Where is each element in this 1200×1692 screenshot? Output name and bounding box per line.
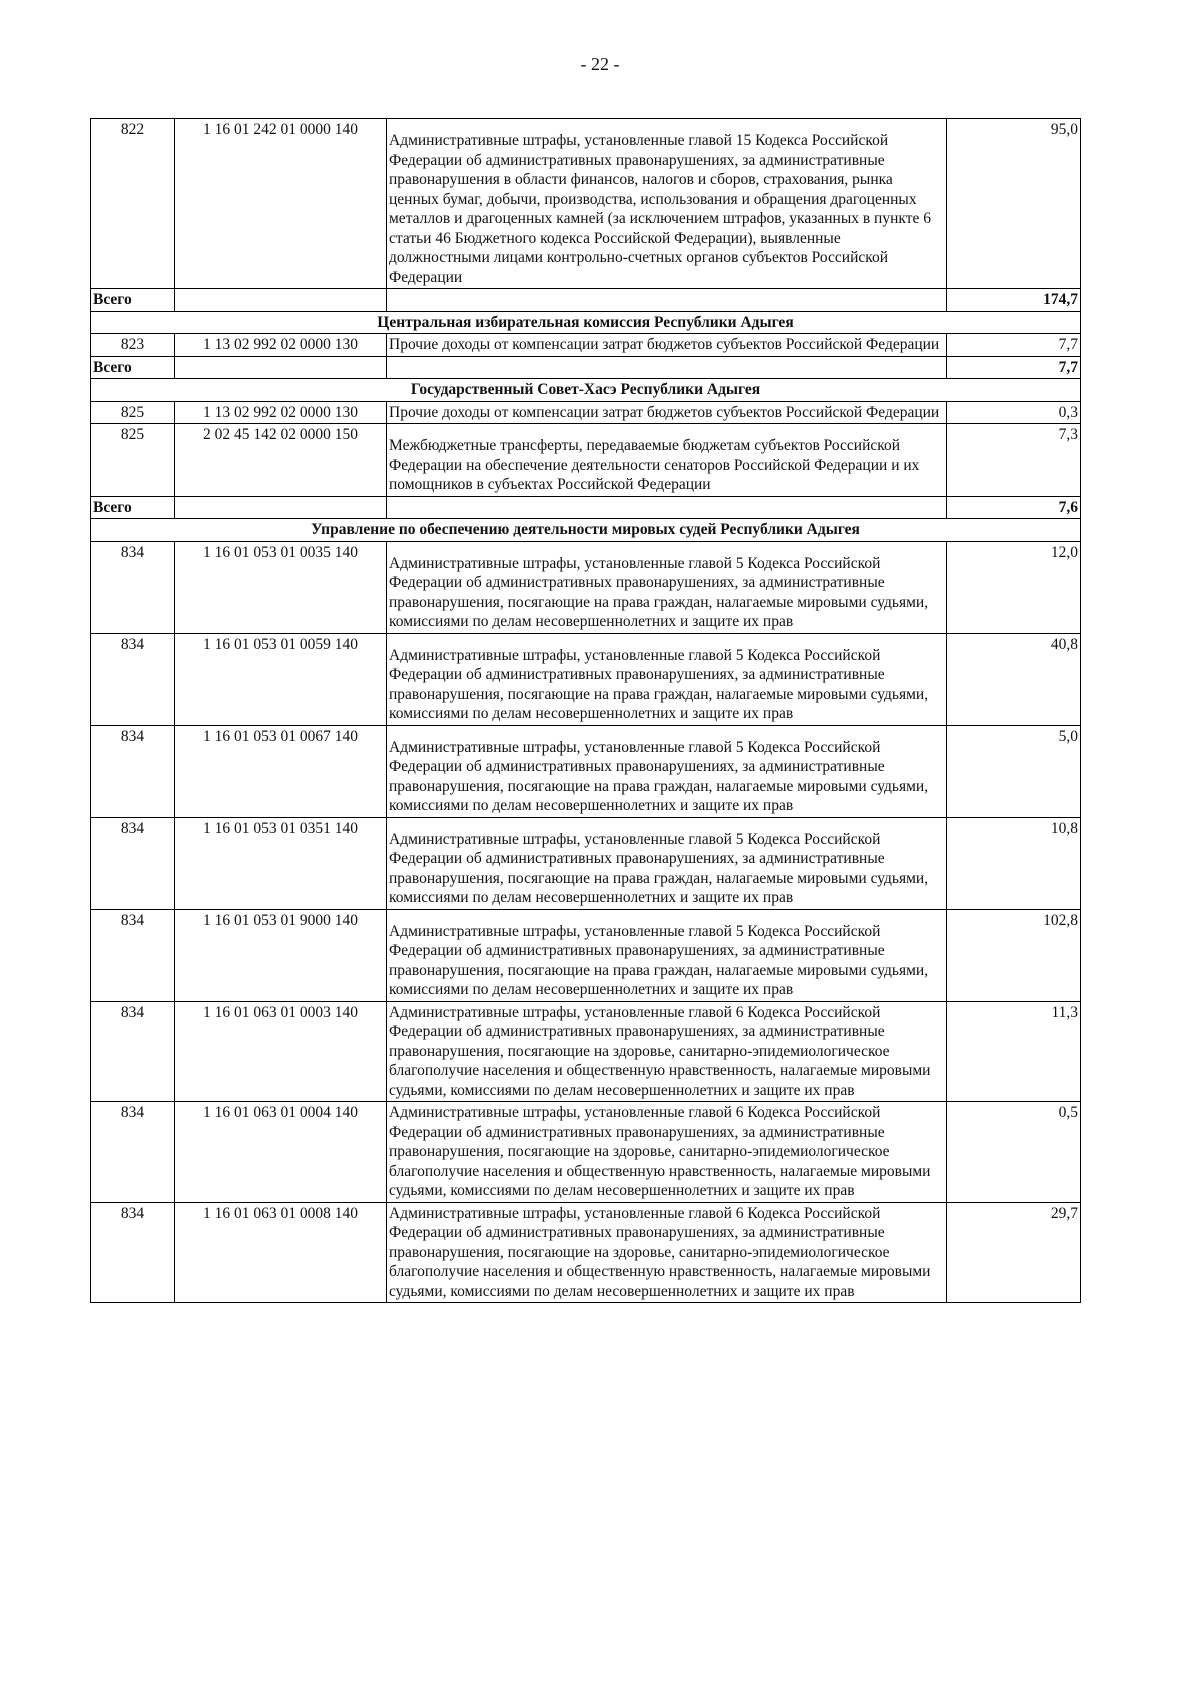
admin-code-cell: 834 xyxy=(91,725,175,817)
page-number: - 22 - xyxy=(580,54,620,74)
table-row xyxy=(91,817,1081,909)
table-row xyxy=(91,1102,1081,1203)
table-row xyxy=(91,725,1081,817)
table-row xyxy=(91,633,1081,725)
amount-cell: 95,0 xyxy=(947,119,1081,289)
table-row xyxy=(91,334,1081,357)
section-title: Управление по обеспечению деятельности мировых судей Республики Адыгея xyxy=(91,519,1081,542)
admin-code-cell: 834 xyxy=(91,541,175,633)
revenue-table-body xyxy=(91,119,1081,1303)
revenue-code-cell: 1 16 01 063 01 0003 140 xyxy=(175,1001,387,1102)
revenue-code-cell: 1 16 01 053 01 0035 140 xyxy=(175,541,387,633)
total-empty-cell xyxy=(175,289,387,312)
revenue-code-cell: 1 13 02 992 02 0000 130 xyxy=(175,401,387,424)
table-row xyxy=(91,1202,1081,1303)
total-empty-cell xyxy=(175,356,387,379)
total-empty-cell xyxy=(387,496,947,519)
revenue-code-cell: 1 16 01 053 01 0351 140 xyxy=(175,817,387,909)
table-row xyxy=(91,119,1081,289)
table-row xyxy=(91,1001,1081,1102)
total-amount: 174,7 xyxy=(947,289,1081,312)
amount-cell: 12,0 xyxy=(947,541,1081,633)
description-cell: Административные штрафы, установленные главой 5 Кодекса Российской Федерации об административных правонарушениях, за административные правонарушения, посягающие на права граждан, налагаемые мировыми судьями, комиссиями по делам несовершеннолетних и защите их прав xyxy=(387,541,947,633)
revenue-code-cell: 1 16 01 063 01 0004 140 xyxy=(175,1102,387,1203)
revenue-code-cell: 1 13 02 992 02 0000 130 xyxy=(175,334,387,357)
total-empty-cell xyxy=(387,356,947,379)
description-cell: Административные штрафы, установленные главой 15 Кодекса Российской Федерации об административных правонарушениях, за административные правонарушения в области финансов, налогов и сборов, страхования, рынка ценных бумаг, добычи, производства, использования и обращения драгоценных металлов и драгоценных камней (за исключением штрафов, указанных в пункте 6 статьи 46 Бюджетного кодекса Российской Федерации), выявленные должностными лицами контрольно-счетных органов субъектов Российской Федерации xyxy=(387,119,947,289)
total-amount: 7,7 xyxy=(947,356,1081,379)
description-cell: Административные штрафы, установленные главой 6 Кодекса Российской Федерации об административных правонарушениях, за административные правонарушения, посягающие на здоровье, санитарно-эпидемиологическое благополучие населения и общественную нравственность, налагаемые мировыми судьями, комиссиями по делам несовершеннолетних и защите их прав xyxy=(387,1102,947,1203)
admin-code-cell: 834 xyxy=(91,633,175,725)
admin-code-cell: 825 xyxy=(91,424,175,497)
table-row xyxy=(91,909,1081,1001)
revenue-code-cell: 2 02 45 142 02 0000 150 xyxy=(175,424,387,497)
amount-cell: 7,3 xyxy=(947,424,1081,497)
amount-cell: 40,8 xyxy=(947,633,1081,725)
total-label: Всего xyxy=(91,356,175,379)
table-row xyxy=(91,401,1081,424)
section-header-row xyxy=(91,519,1081,542)
admin-code-cell: 834 xyxy=(91,1102,175,1203)
section-title: Центральная избирательная комиссия Республики Адыгея xyxy=(91,311,1081,334)
total-row xyxy=(91,356,1081,379)
admin-code-cell: 834 xyxy=(91,1202,175,1303)
table-row xyxy=(91,424,1081,497)
total-empty-cell xyxy=(175,496,387,519)
revenue-code-cell: 1 16 01 063 01 0008 140 xyxy=(175,1202,387,1303)
description-cell: Административные штрафы, установленные главой 5 Кодекса Российской Федерации об административных правонарушениях, за административные правонарушения, посягающие на права граждан, налагаемые мировыми судьями, комиссиями по делам несовершеннолетних и защите их прав xyxy=(387,817,947,909)
amount-cell: 7,7 xyxy=(947,334,1081,357)
description-cell: Административные штрафы, установленные главой 6 Кодекса Российской Федерации об административных правонарушениях, за административные правонарушения, посягающие на здоровье, санитарно-эпидемиологическое благополучие населения и общественную нравственность, налагаемые мировыми судьями, комиссиями по делам несовершеннолетних и защите их прав xyxy=(387,1202,947,1303)
total-label: Всего xyxy=(91,289,175,312)
table-row xyxy=(91,541,1081,633)
total-empty-cell xyxy=(387,289,947,312)
description-cell: Административные штрафы, установленные главой 5 Кодекса Российской Федерации об административных правонарушениях, за административные правонарушения, посягающие на права граждан, налагаемые мировыми судьями, комиссиями по делам несовершеннолетних и защите их прав xyxy=(387,725,947,817)
admin-code-cell: 834 xyxy=(91,1001,175,1102)
amount-cell: 29,7 xyxy=(947,1202,1081,1303)
admin-code-cell: 825 xyxy=(91,401,175,424)
total-label: Всего xyxy=(91,496,175,519)
admin-code-cell: 834 xyxy=(91,909,175,1001)
revenue-code-cell: 1 16 01 242 01 0000 140 xyxy=(175,119,387,289)
revenue-code-cell: 1 16 01 053 01 0067 140 xyxy=(175,725,387,817)
admin-code-cell: 822 xyxy=(91,119,175,289)
revenue-code-cell: 1 16 01 053 01 9000 140 xyxy=(175,909,387,1001)
description-cell: Прочие доходы от компенсации затрат бюджетов субъектов Российской Федерации xyxy=(387,334,947,357)
section-header-row xyxy=(91,379,1081,402)
admin-code-cell: 834 xyxy=(91,817,175,909)
description-cell: Прочие доходы от компенсации затрат бюджетов субъектов Российской Федерации xyxy=(387,401,947,424)
amount-cell: 10,8 xyxy=(947,817,1081,909)
admin-code-cell: 823 xyxy=(91,334,175,357)
section-title: Государственный Совет-Хасэ Республики Адыгея xyxy=(91,379,1081,402)
amount-cell: 0,5 xyxy=(947,1102,1081,1203)
revenue-table xyxy=(90,118,1081,1303)
amount-cell: 102,8 xyxy=(947,909,1081,1001)
revenue-code-cell: 1 16 01 053 01 0059 140 xyxy=(175,633,387,725)
amount-cell: 5,0 xyxy=(947,725,1081,817)
section-header-row xyxy=(91,311,1081,334)
total-row xyxy=(91,496,1081,519)
total-row xyxy=(91,289,1081,312)
description-cell: Административные штрафы, установленные главой 6 Кодекса Российской Федерации об административных правонарушениях, за административные правонарушения, посягающие на здоровье, санитарно-эпидемиологическое благополучие населения и общественную нравственность, налагаемые мировыми судьями, комиссиями по делам несовершеннолетних и защите их прав xyxy=(387,1001,947,1102)
description-cell: Административные штрафы, установленные главой 5 Кодекса Российской Федерации об административных правонарушениях, за административные правонарушения, посягающие на права граждан, налагаемые мировыми судьями, комиссиями по делам несовершеннолетних и защите их прав xyxy=(387,633,947,725)
amount-cell: 0,3 xyxy=(947,401,1081,424)
description-cell: Межбюджетные трансферты, передаваемые бюджетам субъектов Российской Федерации на обеспечение деятельности сенаторов Российской Федерации и их помощников в субъектах Российской Федерации xyxy=(387,424,947,497)
total-amount: 7,6 xyxy=(947,496,1081,519)
description-cell: Административные штрафы, установленные главой 5 Кодекса Российской Федерации об административных правонарушениях, за административные правонарушения, посягающие на права граждан, налагаемые мировыми судьями, комиссиями по делам несовершеннолетних и защите их прав xyxy=(387,909,947,1001)
amount-cell: 11,3 xyxy=(947,1001,1081,1102)
